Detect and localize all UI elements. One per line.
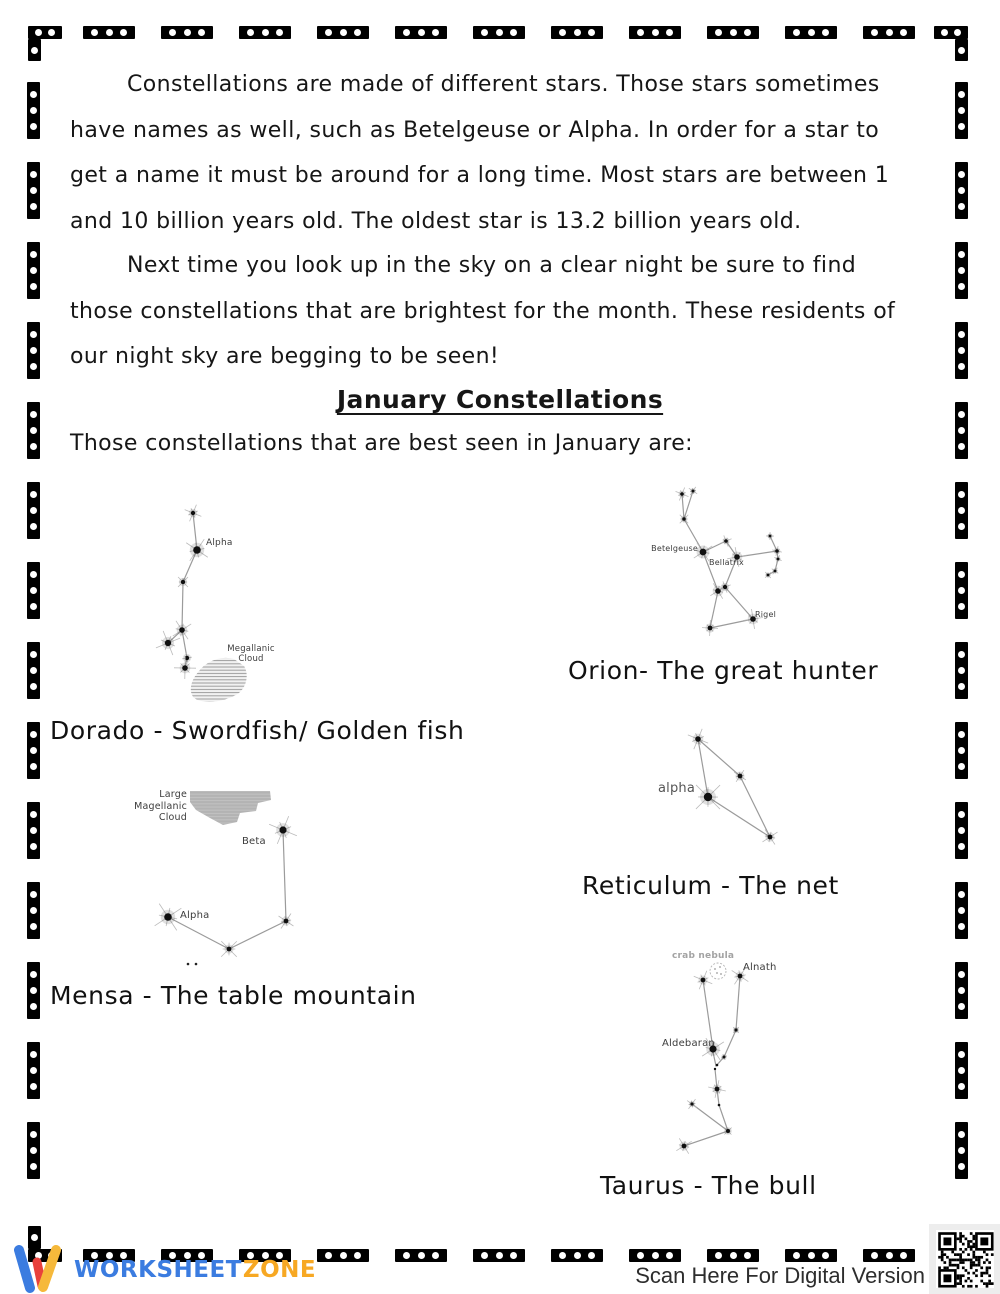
border-dot [574,1252,581,1259]
paragraph-line: and 10 billion years old. The oldest star is 13.2 billion years old. [70,208,802,234]
star-label-betelgeuse: Betelgeuse [651,544,698,553]
border-dot [30,843,37,850]
border-dot [31,1234,38,1241]
border-dot [958,747,965,754]
border-segment [955,162,968,219]
border-dot [730,29,737,36]
border-dot [30,123,37,130]
border-dot [958,91,965,98]
border-dot [403,1252,410,1259]
border-dot [666,1252,673,1259]
border-dot [958,1067,965,1074]
border-segment [473,26,525,39]
border-segment [28,39,41,61]
star-label-beta: Beta [242,836,266,847]
border-dot [871,29,878,36]
border-dot [276,29,283,36]
paragraph-line: Constellations are made of different stars. Those stars sometimes [127,72,880,97]
border-dot [958,731,965,738]
border-dot [30,1051,37,1058]
border-dot [958,171,965,178]
border-dot [958,47,965,54]
star-label-alpha: alpha [658,781,696,796]
border-segment [955,642,968,699]
border-dot [958,251,965,258]
border-dot [730,1252,737,1259]
border-segment [955,802,968,859]
border-dot [496,1252,503,1259]
border-dot [30,971,37,978]
border-dot [30,411,37,418]
border-dot [30,603,37,610]
border-dot [958,347,965,354]
border-dot [715,1252,722,1259]
border-dot [403,29,410,36]
star-label-alpha: Alpha [206,538,233,548]
border-segment [28,26,62,39]
border-dot [958,1003,965,1010]
border-segment [707,26,759,39]
border-segment [317,1249,369,1262]
border-dot [30,651,37,658]
qr-code [929,1224,1000,1294]
border-segment [27,642,40,699]
border-dot [588,1252,595,1259]
star-label-aldebaran: Aldebaran [662,1038,715,1049]
dorado-caption: Dorado - Swordfish/ Golden fish [50,716,465,745]
logo-text-zone: ZONE [242,1257,317,1283]
border-dot [48,29,55,36]
border-dot [958,1147,965,1154]
border-dot [900,1252,907,1259]
qr-code-icon [936,1230,994,1288]
border-dot [958,907,965,914]
border-dot [30,571,37,578]
border-dot [354,29,361,36]
border-dot [30,747,37,754]
section-heading: January Constellations [336,385,664,414]
border-dot [325,29,332,36]
border-dot [744,29,751,36]
border-dot [432,29,439,36]
border-segment [955,39,968,61]
border-dot [744,1252,751,1259]
border-segment [955,242,968,299]
border-dot [958,427,965,434]
border-dot [958,971,965,978]
cloud-label-line: Magellanic [134,800,187,812]
cloud-label-line: Large [159,789,187,800]
border-segment [551,1249,603,1262]
border-dot [958,891,965,898]
border-dot [958,203,965,210]
border-dot [958,107,965,114]
border-dot [637,29,644,36]
border-dot [30,923,37,930]
border-segment [863,1249,915,1262]
border-dot [31,47,38,54]
border-segment [955,322,968,379]
border-dot [954,29,961,36]
border-dot [958,1051,965,1058]
border-segment [27,882,40,939]
border-dot [958,523,965,530]
border-dot [958,187,965,194]
cloud-label-line: Cloud [238,654,264,664]
border-dot [30,331,37,338]
border-dot [340,29,347,36]
border-dot [559,29,566,36]
border-segment [27,722,40,779]
border-segment [27,322,40,379]
border-dot [958,811,965,818]
border-segment [955,82,968,139]
border-dot [588,29,595,36]
border-segment [955,962,968,1019]
border-dot [30,1147,37,1154]
intro-text: Those constellations that are best seen in January are: [70,431,693,456]
border-dot [30,731,37,738]
border-dot [822,29,829,36]
cloud-label-line: Megallanic [227,644,275,654]
paragraph-line: those constellations that are brightest for the month. These residents of [70,298,896,324]
border-dot [496,29,503,36]
border-dot [247,29,254,36]
paragraph-line: our night sky are begging to be seen! [70,344,500,369]
reticulum-caption: Reticulum - The net [582,871,839,900]
orion-caption: Orion- The great hunter [568,656,879,685]
border-dot [886,29,893,36]
border-dot [120,29,127,36]
border-segment [955,882,968,939]
border-dot [715,29,722,36]
border-segment [785,1249,837,1262]
border-dot [30,1083,37,1090]
border-dot [340,1252,347,1259]
border-segment [27,1042,40,1099]
border-dot [30,683,37,690]
border-dot [30,283,37,290]
border-dot [510,1252,517,1259]
border-dot [958,363,965,370]
border-dot [198,29,205,36]
border-dot [30,827,37,834]
border-segment [955,562,968,619]
border-dot [30,107,37,114]
border-dot [30,987,37,994]
border-dot [30,251,37,258]
border-dot [958,491,965,498]
border-dot [35,29,42,36]
border-dot [652,1252,659,1259]
border-dot [958,683,965,690]
border-dot [262,29,269,36]
border-dot [432,1252,439,1259]
border-dot [958,651,965,658]
star-label-bellatrix: Bellatrix [709,558,744,567]
border-segment [955,402,968,459]
border-dot [793,1252,800,1259]
border-dot [808,29,815,36]
border-dot [30,187,37,194]
border-segment [629,26,681,39]
border-dot [30,347,37,354]
border-dot [958,923,965,930]
border-dot [30,523,37,530]
border-dot [30,811,37,818]
border-dot [30,507,37,514]
border-dot [958,571,965,578]
worksheetzone-logo [12,1245,316,1294]
border-dot [91,29,98,36]
border-dot [30,1131,37,1138]
border-dot [169,29,176,36]
border-segment [27,82,40,139]
border-dot [325,1252,332,1259]
border-segment [395,26,447,39]
border-dot [958,763,965,770]
border-dot [30,267,37,274]
border-segment [27,962,40,1019]
border-dot [900,29,907,36]
border-segment [27,242,40,299]
border-dot [958,123,965,130]
border-segment [707,1249,759,1262]
border-segment [955,1122,968,1179]
border-dot [30,891,37,898]
border-dot [958,1083,965,1090]
star-label-alnath: Alnath [743,962,777,973]
border-dot [510,29,517,36]
border-dot [941,29,948,36]
border-segment [955,1042,968,1099]
border-segment [955,482,968,539]
border-dot [574,29,581,36]
cloud-label-line: Cloud [158,812,187,823]
border-dot [30,491,37,498]
border-dot [666,29,673,36]
logo-w-icon [12,1245,70,1294]
star-label-rigel: Rigel [755,610,777,619]
border-dot [30,203,37,210]
border-dot [30,1003,37,1010]
border-dot [958,283,965,290]
border-dot [958,443,965,450]
mensa-caption: Mensa - The table mountain [50,981,417,1010]
paragraph-line: get a name it must be around for a long time. Most stars are between 1 [70,163,890,188]
border-segment [629,1249,681,1262]
border-segment [551,26,603,39]
border-dot [637,1252,644,1259]
border-dot [30,171,37,178]
border-segment [785,26,837,39]
border-dot [958,843,965,850]
border-segment [955,722,968,779]
border-dot [958,267,965,274]
border-dot [871,1252,878,1259]
border-segment [27,402,40,459]
border-dot [30,443,37,450]
border-dot [958,667,965,674]
border-segment [27,162,40,219]
border-dot [30,427,37,434]
star-label-alpha: Alpha [180,910,210,921]
border-dot [958,1163,965,1170]
border-segment [934,26,968,39]
border-dot [822,1252,829,1259]
border-dot [958,507,965,514]
border-segment [395,1249,447,1262]
border-dot [958,987,965,994]
border-dot [184,29,191,36]
taurus-caption: Taurus - The bull [600,1171,817,1200]
border-dot [30,763,37,770]
border-dot [958,411,965,418]
border-dot [30,667,37,674]
border-dot [958,603,965,610]
border-dot [958,331,965,338]
border-dot [481,1252,488,1259]
logo-text-worksheet: WORKSHEET [74,1257,242,1283]
border-segment [239,26,291,39]
border-segment [161,26,213,39]
border-segment [863,26,915,39]
border-segment [27,1122,40,1179]
border-dot [418,29,425,36]
border-dot [652,29,659,36]
border-dot [418,1252,425,1259]
nebula-label: crab nebula [672,951,735,961]
border-segment [27,562,40,619]
border-dot [354,1252,361,1259]
border-segment [83,26,135,39]
border-dot [958,587,965,594]
border-dot [106,29,113,36]
border-dot [30,91,37,98]
border-dot [793,29,800,36]
paragraph-line: have names as well, such as Betelgeuse or Alpha. In order for a star to [70,117,880,143]
border-dot [30,907,37,914]
border-dot [30,1163,37,1170]
border-dot [559,1252,566,1259]
border-dot [30,587,37,594]
border-segment [473,1249,525,1262]
border-dot [886,1252,893,1259]
border-dot [30,1067,37,1074]
border-dot [958,1131,965,1138]
border-segment [27,802,40,859]
border-dot [481,29,488,36]
border-segment [27,482,40,539]
border-segment [317,26,369,39]
border-dot [958,827,965,834]
scan-here-text: Scan Here For Digital Version [635,1263,925,1288]
border-dot [30,363,37,370]
paragraph-line: Next time you look up in the sky on a clear night be sure to find [127,253,857,278]
border-dot [808,1252,815,1259]
